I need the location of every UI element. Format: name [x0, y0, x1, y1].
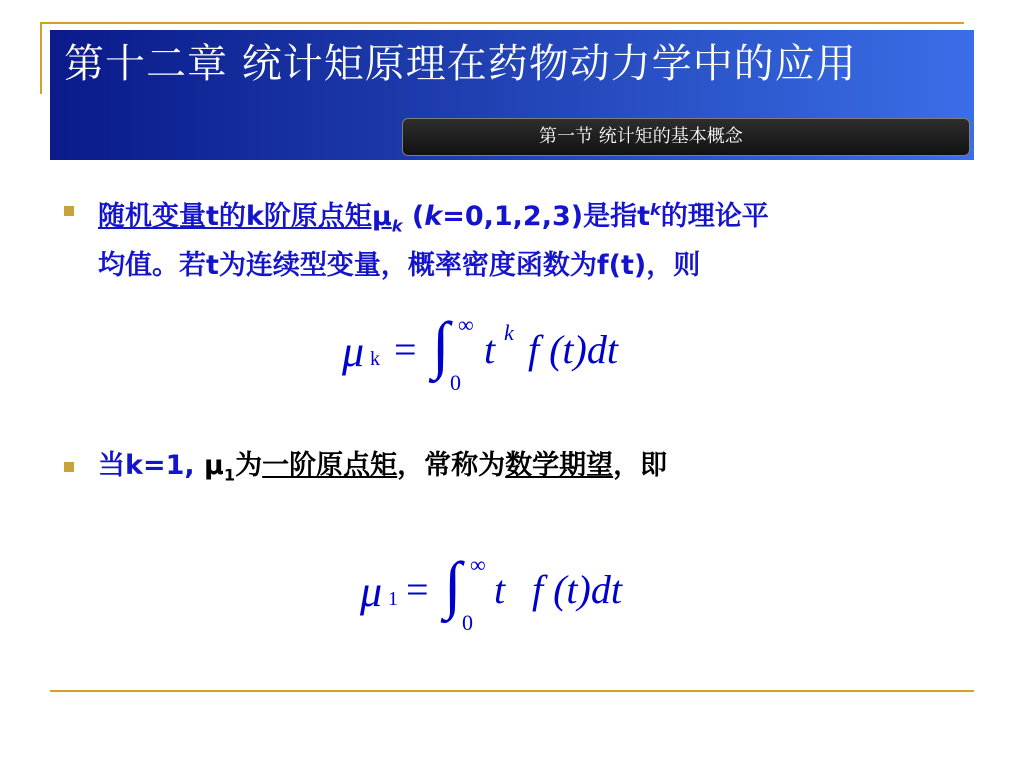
- bullet-2-text: 当k=1, $\mu_1$为一阶原点矩，常称为数学期望，即: [98, 450, 668, 485]
- section-label: 第一节 统计矩的基本概念: [539, 126, 743, 147]
- bullet-1-text: 随机变量t的k阶原点矩$\mu_k$ (k=0,1,2,3)是指$t^k$的理论平 均值。若t为连续型变量，概率密度函数为f(t)，则: [98, 200, 769, 282]
- page-title: 第十二章 统计矩原理在药物动力学中的应用: [64, 41, 857, 87]
- footer-divider: [50, 690, 974, 692]
- frame-left-line: [40, 22, 42, 94]
- expectation-term: 数学期望: [505, 450, 614, 481]
- moment-definition-term: 随机变量t的k阶原点矩$\mu_k$: [98, 201, 403, 236]
- frame-top-line: [40, 22, 964, 24]
- first-moment-term: 一阶原点矩: [262, 450, 398, 481]
- bullet-marker: [64, 462, 74, 472]
- section-label-box: [402, 118, 970, 156]
- bullet-marker: [64, 206, 74, 216]
- title-banner: [50, 30, 974, 160]
